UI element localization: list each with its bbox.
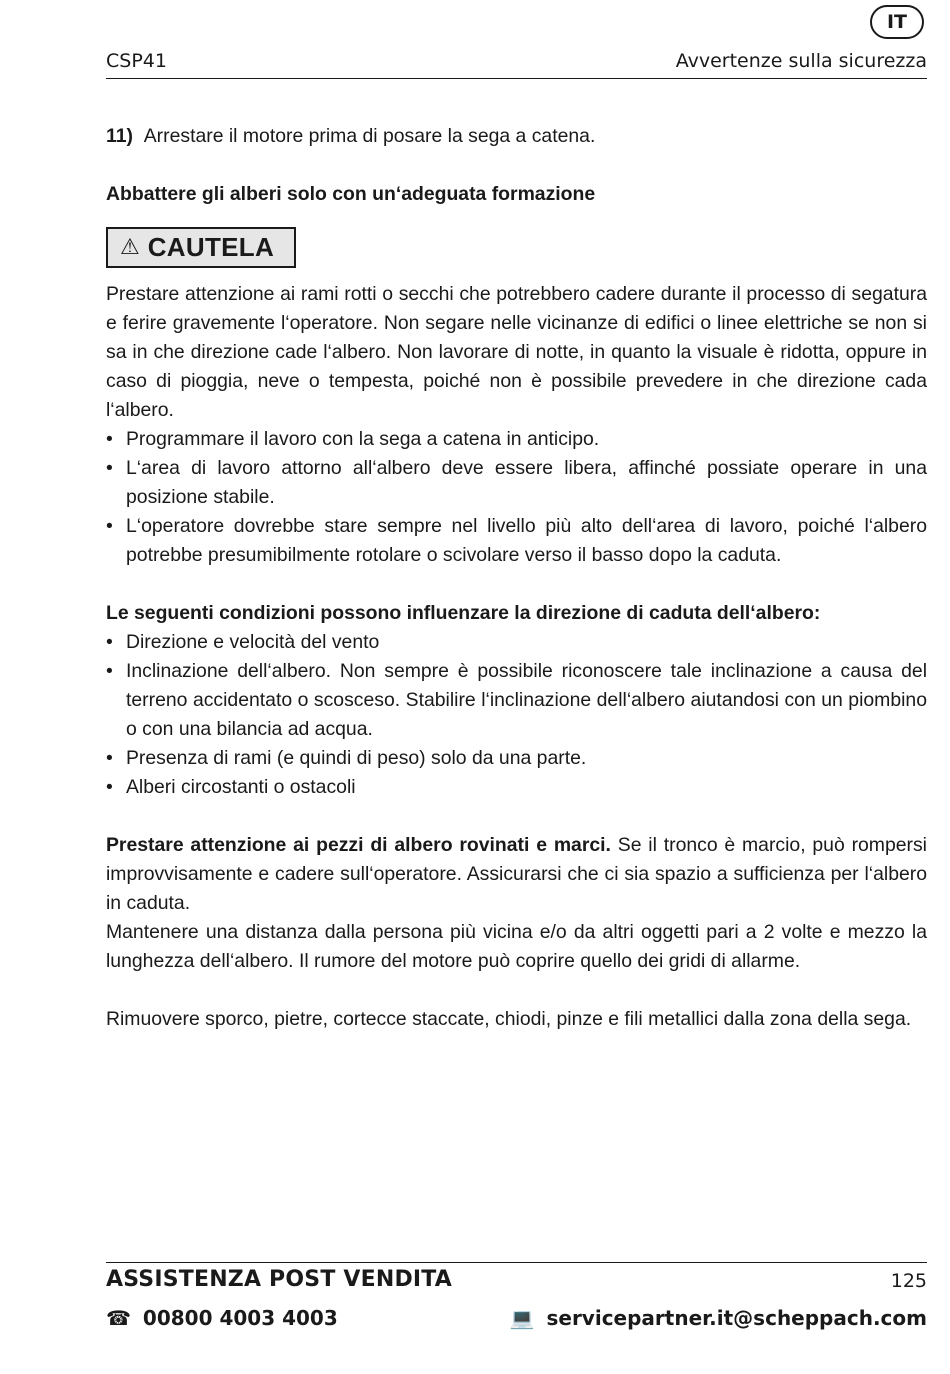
page-content	[106, 122, 927, 1034]
caution-label: CAUTELA	[147, 232, 275, 262]
list-item: • L‘operatore dovrebbe stare sempre nel livello più alto dell‘area di lavoro, poiché l‘albero potrebbe presumibilmente rotolare o scivolare verso il basso dopo la caduta.	[106, 515, 927, 566]
caution-box	[106, 227, 296, 268]
conditions-bullet-list	[106, 628, 927, 802]
list-item: • Alberi circostanti o ostacoli	[106, 776, 356, 798]
header-divider	[106, 78, 927, 79]
section-title: Avvertenze sulla sicurezza	[675, 50, 927, 72]
rotten-wood-text: Se il tronco è marcio, può rompersi improvvisamente e cadere sull‘operatore. Assicurarsi che ci sia spazio a sufficienza per l‘albero in caduta.	[106, 834, 927, 914]
page-number: 125	[890, 1270, 927, 1292]
clean-area-paragraph: Rimuovere sporco, pietre, cortecce staccate, chiodi, pinze e fili metallici dalla zona della sega.	[106, 1008, 912, 1030]
telephone-icon: ☎	[106, 1306, 131, 1330]
list-item: • Direzione e velocità del vento	[106, 631, 380, 653]
list-item: • L‘area di lavoro attorno all‘albero deve essere libera, affinché possiate operare in una posizione stabile.	[106, 457, 927, 508]
item-11-text: Arrestare il motore prima di posare la sega a catena.	[143, 125, 596, 147]
service-title: ASSISTENZA POST VENDITA	[106, 1267, 453, 1292]
item-11-number: 11)	[106, 125, 133, 147]
service-email	[510, 1306, 927, 1330]
footer-divider	[106, 1262, 927, 1263]
language-badge: IT	[870, 5, 924, 39]
service-phone	[106, 1306, 338, 1330]
phone-number: 00800 4003 4003	[142, 1306, 338, 1330]
list-item: • Programmare il lavoro con la sega a catena in anticipo.	[106, 428, 600, 450]
list-item: • Presenza di rami (e quindi di peso) solo da una parte.	[106, 747, 587, 769]
item-11	[106, 122, 927, 151]
warning-triangle-icon: ⚠	[120, 235, 140, 260]
model-name: CSP41	[106, 50, 167, 72]
list-item: • Inclinazione dell‘albero. Non sempre è possibile riconoscere tale inclinazione a causa del terreno accidentato o scosceso. Stabilire l‘inclinazione dell‘albero aiutandosi con un piombino o con una bilancia ad acqua.	[106, 660, 927, 740]
caution-paragraph: Prestare attenzione ai rami rotti o secchi che potrebbero cadere durante il processo di segatura e ferire gravemente l‘operatore. Non segare nelle vicinanze di edifici o linee elettriche se non si sa in che direzione cade l‘albero. Non lavorare di notte, in quanto la visuale è ridotta, oppure in caso di pioggia, neve o tempesta, poiché non è possibile prevedere in che direzione cada l‘albero.	[106, 283, 927, 421]
laptop-icon: 💻	[509, 1306, 535, 1330]
rotten-wood-bold: Prestare attenzione ai pezzi di albero rovinati e marci.	[106, 834, 611, 856]
distance-paragraph: Mantenere una distanza dalla persona più vicina e/o da altri oggetti pari a 2 volte e mezzo la lunghezza dell‘albero. Il rumore del motore può coprire quello dei gridi di allarme.	[106, 921, 927, 972]
email-address: servicepartner.it@scheppach.com	[546, 1306, 927, 1330]
heading-felling: Abbattere gli alberi solo con un‘adeguata formazione	[106, 183, 596, 205]
caution-bullet-list	[106, 425, 927, 570]
rotten-wood-paragraph	[106, 831, 927, 918]
conditions-heading: Le seguenti condizioni possono influenzare la direzione di caduta dell‘albero:	[106, 602, 821, 624]
